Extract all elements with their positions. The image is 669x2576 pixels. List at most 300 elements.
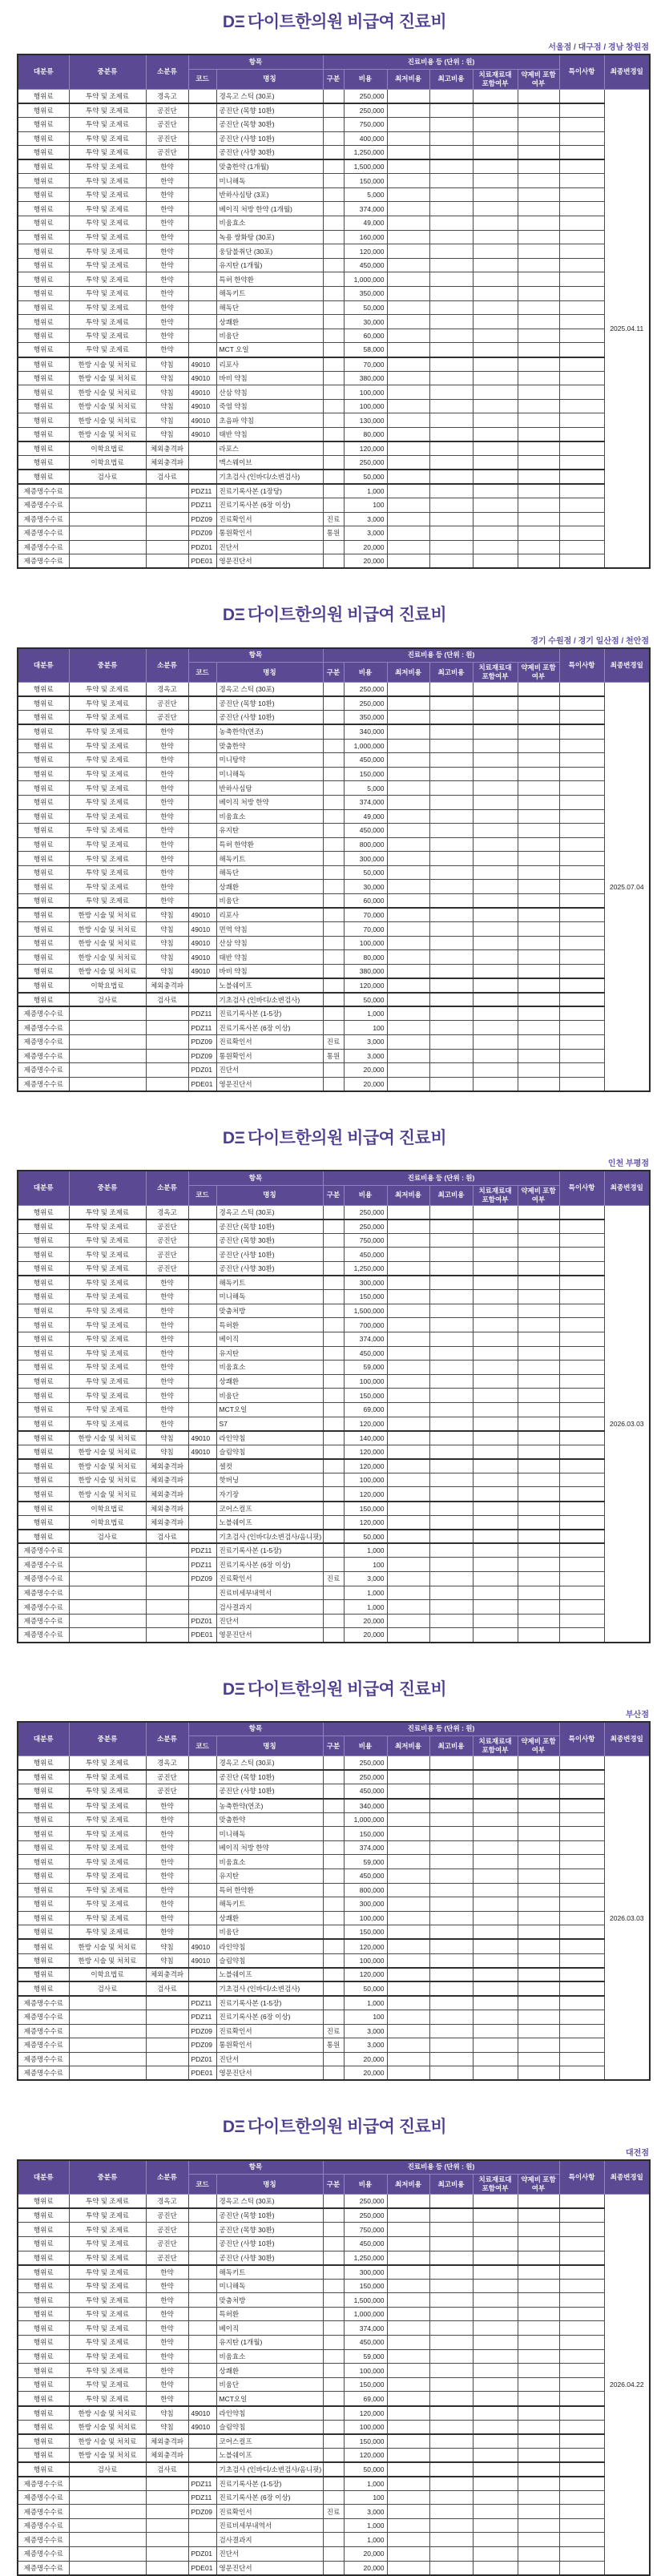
cell-code bbox=[188, 187, 216, 202]
cell-note bbox=[559, 1911, 604, 1925]
cell-item-name: 베이직 bbox=[216, 1332, 323, 1346]
cell-category-small bbox=[146, 1996, 188, 2010]
cell-code bbox=[188, 1261, 216, 1276]
col-header-item-group: 항목 bbox=[188, 648, 323, 663]
cell-min-price bbox=[387, 1402, 429, 1417]
cell-item-name: 통원확인서 bbox=[216, 526, 323, 541]
cell-note bbox=[559, 2265, 604, 2280]
cell-category-large: 행위료 bbox=[18, 1346, 69, 1361]
cell-price: 450,000 bbox=[344, 1869, 387, 1884]
cell-category-mid: 투약 및 조제료 bbox=[69, 880, 146, 894]
cell-category-large: 제증명수수료 bbox=[18, 1049, 69, 1063]
cell-item-name: 유지탄 (1개월) bbox=[216, 258, 323, 272]
cell-code: 49010 bbox=[188, 371, 216, 385]
cell-category-mid: 투약 및 조제료 bbox=[69, 1346, 146, 1361]
table-row bbox=[18, 385, 650, 400]
cell-category-small: 한약 bbox=[146, 216, 188, 231]
cell-type bbox=[323, 1389, 344, 1403]
cell-category-small: 검사료 bbox=[146, 2462, 188, 2477]
cell-category-large: 행위료 bbox=[18, 399, 69, 413]
cell-category-large: 행위료 bbox=[18, 1402, 69, 1417]
cell-last-changed-date: 2026.04.22 bbox=[604, 2195, 650, 2575]
cell-item-name: 상쾌환 bbox=[216, 2364, 323, 2378]
cell-min-price bbox=[387, 1911, 429, 1925]
cell-category-large: 제증명수수료 bbox=[18, 2518, 69, 2533]
cell-category-large: 행위료 bbox=[18, 922, 69, 937]
cell-code bbox=[188, 1290, 216, 1304]
cell-code: 49010 bbox=[188, 1953, 216, 1968]
cell-min-price bbox=[387, 1063, 429, 1078]
table-row bbox=[18, 683, 650, 697]
cell-min-price bbox=[387, 2293, 429, 2308]
cell-type bbox=[323, 2518, 344, 2533]
cell-type bbox=[323, 1077, 344, 1091]
cell-drug-included bbox=[518, 512, 559, 526]
table-row bbox=[18, 2010, 650, 2024]
cell-note bbox=[559, 1756, 604, 1771]
cell-code bbox=[188, 1812, 216, 1827]
cell-category-large: 행위료 bbox=[18, 441, 69, 456]
cell-note bbox=[559, 1981, 604, 1996]
cell-drug-included bbox=[518, 1996, 559, 2010]
col-header-type: 구분 bbox=[323, 1185, 344, 1205]
cell-note bbox=[559, 103, 604, 118]
cell-category-small: 한약 bbox=[146, 1346, 188, 1361]
cell-code: 49010 bbox=[188, 908, 216, 922]
cell-item-name: 기초검사 (인바디/소변검사) bbox=[216, 470, 323, 484]
cell-min-price bbox=[387, 1770, 429, 1784]
table-row bbox=[18, 1248, 650, 1262]
cell-min-price bbox=[387, 1996, 429, 2010]
cell-type bbox=[323, 287, 344, 301]
cell-max-price bbox=[429, 2561, 473, 2575]
table-row bbox=[18, 739, 650, 753]
cell-code bbox=[188, 1925, 216, 1940]
cell-price: 120,000 bbox=[344, 441, 387, 456]
cell-category-small: 한약 bbox=[146, 795, 188, 809]
cell-last-changed-date: 2025.04.11 bbox=[604, 89, 650, 568]
cell-type bbox=[323, 159, 344, 174]
cell-price: 800,000 bbox=[344, 837, 387, 852]
table-row bbox=[18, 795, 650, 809]
cell-category-mid bbox=[69, 1543, 146, 1558]
cell-price: 100,000 bbox=[344, 1911, 387, 1925]
cell-drug-included bbox=[518, 2236, 559, 2251]
cell-category-large: 행위료 bbox=[18, 852, 69, 866]
cell-price: 1,000 bbox=[344, 2533, 387, 2547]
page-title bbox=[0, 1680, 669, 1699]
cell-min-price bbox=[387, 1883, 429, 1897]
cell-price: 50,000 bbox=[344, 2462, 387, 2477]
cell-category-small: 체외충격파 bbox=[146, 456, 188, 470]
cell-category-large: 제증명수수료 bbox=[18, 540, 69, 554]
cell-material-included bbox=[473, 315, 518, 329]
cell-max-price bbox=[429, 2052, 473, 2066]
cell-type bbox=[323, 2349, 344, 2364]
table-row bbox=[18, 202, 650, 216]
cell-category-small bbox=[146, 1600, 188, 1615]
cell-price: 750,000 bbox=[344, 1233, 387, 1248]
cell-material-included bbox=[473, 413, 518, 428]
cell-category-small: 한약 bbox=[146, 1911, 188, 1925]
cell-price: 100,000 bbox=[344, 385, 387, 400]
cell-type bbox=[323, 1304, 344, 1318]
cell-price: 1,000,000 bbox=[344, 2307, 387, 2321]
cell-code bbox=[188, 1770, 216, 1784]
table-row bbox=[18, 1968, 650, 1982]
cell-note bbox=[559, 131, 604, 146]
cell-item-name: 미니해독 bbox=[216, 1290, 323, 1304]
cell-code bbox=[188, 329, 216, 343]
cell-max-price bbox=[429, 1614, 473, 1628]
cell-min-price bbox=[387, 300, 429, 315]
cell-note bbox=[559, 244, 604, 259]
col-header-last-changed: 최종변경일 bbox=[604, 2160, 650, 2195]
cell-drug-included bbox=[518, 371, 559, 385]
cell-code bbox=[188, 724, 216, 739]
cell-category-small: 한약 bbox=[146, 202, 188, 216]
cell-material-included bbox=[473, 1205, 518, 1219]
cell-material-included bbox=[473, 2293, 518, 2308]
cell-code bbox=[188, 824, 216, 838]
cell-item-name: 진료비세부내역서 bbox=[216, 2518, 323, 2533]
cell-material-included bbox=[473, 2307, 518, 2321]
cell-note bbox=[559, 852, 604, 866]
cell-material-included bbox=[473, 1431, 518, 1445]
cell-drug-included bbox=[518, 1374, 559, 1389]
cell-category-small: 약침 bbox=[146, 2406, 188, 2421]
cell-code bbox=[188, 1530, 216, 1544]
cell-max-price bbox=[429, 357, 473, 372]
cell-category-large: 행위료 bbox=[18, 1361, 69, 1375]
cell-type bbox=[323, 2392, 344, 2406]
cell-max-price bbox=[429, 2066, 473, 2081]
cell-item-name: 바비 약침 bbox=[216, 965, 323, 979]
cell-code bbox=[188, 2251, 216, 2265]
table-row bbox=[18, 753, 650, 768]
cell-item-name: 상쾌환 bbox=[216, 880, 323, 894]
cell-drug-included bbox=[518, 159, 559, 174]
cell-drug-included bbox=[518, 936, 559, 950]
col-header-category-mid: 중분류 bbox=[69, 1171, 146, 1205]
cell-price: 100,000 bbox=[344, 2364, 387, 2378]
table-row bbox=[18, 1925, 650, 1940]
cell-min-price bbox=[387, 1276, 429, 1290]
cell-category-mid: 이학요법료 bbox=[69, 1968, 146, 1982]
cell-category-large: 제증명수수료 bbox=[18, 1558, 69, 1572]
cell-item-name: 노블쉐이프 bbox=[216, 2448, 323, 2462]
cell-max-price bbox=[429, 2349, 473, 2364]
cell-item-name: 진단서 bbox=[216, 1063, 323, 1078]
cell-category-mid: 투약 및 조제료 bbox=[69, 258, 146, 272]
cell-category-mid: 한방 시술 및 처치료 bbox=[69, 1431, 146, 1445]
cell-drug-included bbox=[518, 244, 559, 259]
cell-drug-included bbox=[518, 2490, 559, 2505]
cell-item-name: 통원확인서 bbox=[216, 2038, 323, 2053]
cell-max-price bbox=[429, 272, 473, 287]
table-row bbox=[18, 1049, 650, 1063]
cell-note bbox=[559, 922, 604, 937]
cell-price: 20,000 bbox=[344, 2052, 387, 2066]
table-row bbox=[18, 2364, 650, 2378]
cell-material-included bbox=[473, 399, 518, 413]
cell-category-mid bbox=[69, 526, 146, 541]
cell-category-small: 한약 bbox=[146, 1332, 188, 1346]
cell-code: 49010 bbox=[188, 385, 216, 400]
cell-price: 300,000 bbox=[344, 2265, 387, 2280]
cell-price: 20,000 bbox=[344, 2561, 387, 2575]
cell-note bbox=[559, 1205, 604, 1219]
cell-material-included bbox=[473, 2533, 518, 2547]
cell-category-small bbox=[146, 1628, 188, 1643]
cell-material-included bbox=[473, 2406, 518, 2421]
table-row bbox=[18, 1530, 650, 1544]
table-row bbox=[18, 1332, 650, 1346]
cell-category-mid: 검사료 bbox=[69, 1530, 146, 1544]
table-row bbox=[18, 2223, 650, 2237]
cell-type bbox=[323, 1219, 344, 1234]
cell-category-large: 행위료 bbox=[18, 187, 69, 202]
cell-price: 150,000 bbox=[344, 174, 387, 188]
cell-price: 100,000 bbox=[344, 1374, 387, 1389]
cell-category-small: 한약 bbox=[146, 1812, 188, 1827]
fee-table bbox=[17, 1170, 651, 1643]
cell-type bbox=[323, 456, 344, 470]
cell-category-mid: 투약 및 조제료 bbox=[69, 1261, 146, 1276]
cell-type: 진료 bbox=[323, 512, 344, 526]
cell-note bbox=[559, 936, 604, 950]
cell-drug-included bbox=[518, 1628, 559, 1643]
table-row bbox=[18, 1558, 650, 1572]
cell-category-mid: 투약 및 조제료 bbox=[69, 1869, 146, 1884]
cell-category-small: 한약 bbox=[146, 824, 188, 838]
cell-drug-included bbox=[518, 2265, 559, 2280]
cell-min-price bbox=[387, 1233, 429, 1248]
cell-type bbox=[323, 385, 344, 400]
cell-min-price bbox=[387, 2561, 429, 2575]
cell-material-included bbox=[473, 837, 518, 852]
cell-category-small bbox=[146, 2024, 188, 2038]
cell-material-included bbox=[473, 1318, 518, 1332]
cell-material-included bbox=[473, 1953, 518, 1968]
cell-drug-included bbox=[518, 2546, 559, 2561]
cell-category-large: 행위료 bbox=[18, 202, 69, 216]
cell-item-name: 진단서 bbox=[216, 540, 323, 554]
cell-max-price bbox=[429, 540, 473, 554]
cell-item-name: 바비 약침 bbox=[216, 371, 323, 385]
cell-max-price bbox=[429, 1586, 473, 1600]
cell-category-large: 행위료 bbox=[18, 427, 69, 441]
cell-category-mid: 이학요법료 bbox=[69, 1515, 146, 1530]
cell-drug-included bbox=[518, 2321, 559, 2336]
cell-category-large: 행위료 bbox=[18, 696, 69, 711]
cell-category-large: 행위료 bbox=[18, 2364, 69, 2378]
cell-category-mid bbox=[69, 1614, 146, 1628]
cell-max-price bbox=[429, 767, 473, 781]
cell-max-price bbox=[429, 512, 473, 526]
cell-min-price bbox=[387, 2236, 429, 2251]
table-row bbox=[18, 1515, 650, 1530]
cell-drug-included bbox=[518, 1077, 559, 1091]
cell-category-large: 제증명수수료 bbox=[18, 2010, 69, 2024]
cell-type bbox=[323, 724, 344, 739]
cell-drug-included bbox=[518, 2434, 559, 2449]
cell-category-large: 행위료 bbox=[18, 837, 69, 852]
cell-drug-included bbox=[518, 1346, 559, 1361]
cell-max-price bbox=[429, 894, 473, 909]
col-header-name: 명칭 bbox=[216, 2175, 323, 2195]
col-header-type: 구분 bbox=[323, 69, 344, 89]
cell-min-price bbox=[387, 1827, 429, 1841]
table-row bbox=[18, 2195, 650, 2209]
cell-type bbox=[323, 1502, 344, 1516]
cell-price: 750,000 bbox=[344, 117, 387, 131]
cell-category-small: 약침 bbox=[146, 371, 188, 385]
cell-min-price bbox=[387, 1205, 429, 1219]
cell-category-large: 행위료 bbox=[18, 2462, 69, 2477]
col-header-category-large: 대분류 bbox=[18, 648, 69, 683]
table-row bbox=[18, 300, 650, 315]
cell-category-small: 공진단 bbox=[146, 1261, 188, 1276]
cell-min-price bbox=[387, 89, 429, 103]
cell-item-name: 노블쉐이프 bbox=[216, 978, 323, 993]
col-header-note: 특이사항 bbox=[559, 1722, 604, 1756]
table-row bbox=[18, 1572, 650, 1586]
table-row bbox=[18, 1361, 650, 1375]
cell-max-price bbox=[429, 753, 473, 768]
cell-material-included bbox=[473, 993, 518, 1007]
cell-category-large: 행위료 bbox=[18, 936, 69, 950]
cell-min-price bbox=[387, 2336, 429, 2350]
cell-price: 80,000 bbox=[344, 427, 387, 441]
cell-material-included bbox=[473, 2505, 518, 2519]
cell-category-mid: 한방 시술 및 처치료 bbox=[69, 2434, 146, 2449]
table-row bbox=[18, 470, 650, 484]
cell-category-mid: 투약 및 조제료 bbox=[69, 117, 146, 131]
cell-code: PDZ11 bbox=[188, 1006, 216, 1021]
cell-code bbox=[188, 1233, 216, 1248]
cell-category-small: 한약 bbox=[146, 753, 188, 768]
table-header bbox=[18, 2160, 650, 2195]
cell-item-name: 상쾌환 bbox=[216, 315, 323, 329]
cell-category-mid: 투약 및 조제료 bbox=[69, 2349, 146, 2364]
cell-category-small bbox=[146, 1586, 188, 1600]
cell-item-name: 특허 한약환 bbox=[216, 837, 323, 852]
cell-material-included bbox=[473, 2518, 518, 2533]
cell-category-large: 행위료 bbox=[18, 1318, 69, 1332]
cell-drug-included bbox=[518, 287, 559, 301]
cell-price: 69,000 bbox=[344, 1402, 387, 1417]
cell-price: 50,000 bbox=[344, 470, 387, 484]
cell-price: 250,000 bbox=[344, 1756, 387, 1771]
cell-code bbox=[188, 2321, 216, 2336]
cell-max-price bbox=[429, 936, 473, 950]
cell-item-name: 진료확인서 bbox=[216, 2505, 323, 2519]
cell-price: 250,000 bbox=[344, 696, 387, 711]
table-row bbox=[18, 117, 650, 131]
cell-item-name: 진단서 bbox=[216, 1614, 323, 1628]
cell-category-mid: 검사료 bbox=[69, 2462, 146, 2477]
col-header-code: 코드 bbox=[188, 663, 216, 683]
col-header-type: 구분 bbox=[323, 1736, 344, 1756]
cell-category-small: 한약 bbox=[146, 2392, 188, 2406]
cell-drug-included bbox=[518, 1219, 559, 1234]
cell-item-name: 진료기록사본 (6장 이상) bbox=[216, 1021, 323, 1035]
cell-code bbox=[188, 1346, 216, 1361]
table-row bbox=[18, 2392, 650, 2406]
cell-code bbox=[188, 2533, 216, 2547]
cell-material-included bbox=[473, 1332, 518, 1346]
cell-drug-included bbox=[518, 2251, 559, 2265]
cell-note bbox=[559, 739, 604, 753]
cell-category-large: 행위료 bbox=[18, 1953, 69, 1968]
cell-category-large: 행위료 bbox=[18, 781, 69, 796]
cell-drug-included bbox=[518, 399, 559, 413]
col-header-category-mid: 중분류 bbox=[69, 54, 146, 89]
cell-item-name: 기초검사 (인바디/소변검사) bbox=[216, 1981, 323, 1996]
cell-type bbox=[323, 824, 344, 838]
cell-category-small: 한약 bbox=[146, 1374, 188, 1389]
cell-category-large: 행위료 bbox=[18, 2265, 69, 2280]
cell-item-name: 영문진단서 bbox=[216, 2066, 323, 2081]
cell-type bbox=[323, 2490, 344, 2505]
cell-item-name: 웅담불취단 (30포) bbox=[216, 244, 323, 259]
cell-material-included bbox=[473, 2336, 518, 2350]
cell-price: 100 bbox=[344, 1021, 387, 1035]
table-row bbox=[18, 399, 650, 413]
cell-note bbox=[559, 781, 604, 796]
cell-max-price bbox=[429, 837, 473, 852]
cell-category-mid: 투약 및 조제료 bbox=[69, 837, 146, 852]
cell-max-price bbox=[429, 1530, 473, 1544]
cell-code bbox=[188, 470, 216, 484]
cell-code bbox=[188, 272, 216, 287]
cell-price: 5,000 bbox=[344, 187, 387, 202]
table-row bbox=[18, 993, 650, 1007]
cell-max-price bbox=[429, 456, 473, 470]
cell-note bbox=[559, 1925, 604, 1940]
cell-code bbox=[188, 117, 216, 131]
cell-material-included bbox=[473, 202, 518, 216]
col-header-item-group: 항목 bbox=[188, 1722, 323, 1736]
cell-price: 3,000 bbox=[344, 1035, 387, 1050]
cell-max-price bbox=[429, 1063, 473, 1078]
table-row bbox=[18, 978, 650, 993]
cell-type bbox=[323, 922, 344, 937]
cell-item-name: 리포사 bbox=[216, 357, 323, 372]
cell-type bbox=[323, 2546, 344, 2561]
cell-max-price bbox=[429, 1233, 473, 1248]
cell-min-price bbox=[387, 2223, 429, 2237]
cell-price: 59,000 bbox=[344, 2349, 387, 2364]
cell-type bbox=[323, 540, 344, 554]
cell-min-price bbox=[387, 852, 429, 866]
cell-material-included bbox=[473, 1487, 518, 1502]
cell-note bbox=[559, 1063, 604, 1078]
cell-min-price bbox=[387, 1248, 429, 1262]
col-header-code: 코드 bbox=[188, 1185, 216, 1205]
cell-category-mid: 투약 및 조제료 bbox=[69, 2321, 146, 2336]
cell-min-price bbox=[387, 1515, 429, 1530]
cell-type bbox=[323, 993, 344, 1007]
cell-category-mid: 투약 및 조제료 bbox=[69, 739, 146, 753]
cell-type bbox=[323, 1614, 344, 1628]
cell-type bbox=[323, 683, 344, 697]
col-header-category-small: 소분류 bbox=[146, 2160, 188, 2195]
cell-category-mid bbox=[69, 1006, 146, 1021]
cell-category-mid: 투약 및 조제료 bbox=[69, 1812, 146, 1827]
cell-category-large: 행위료 bbox=[18, 1840, 69, 1855]
